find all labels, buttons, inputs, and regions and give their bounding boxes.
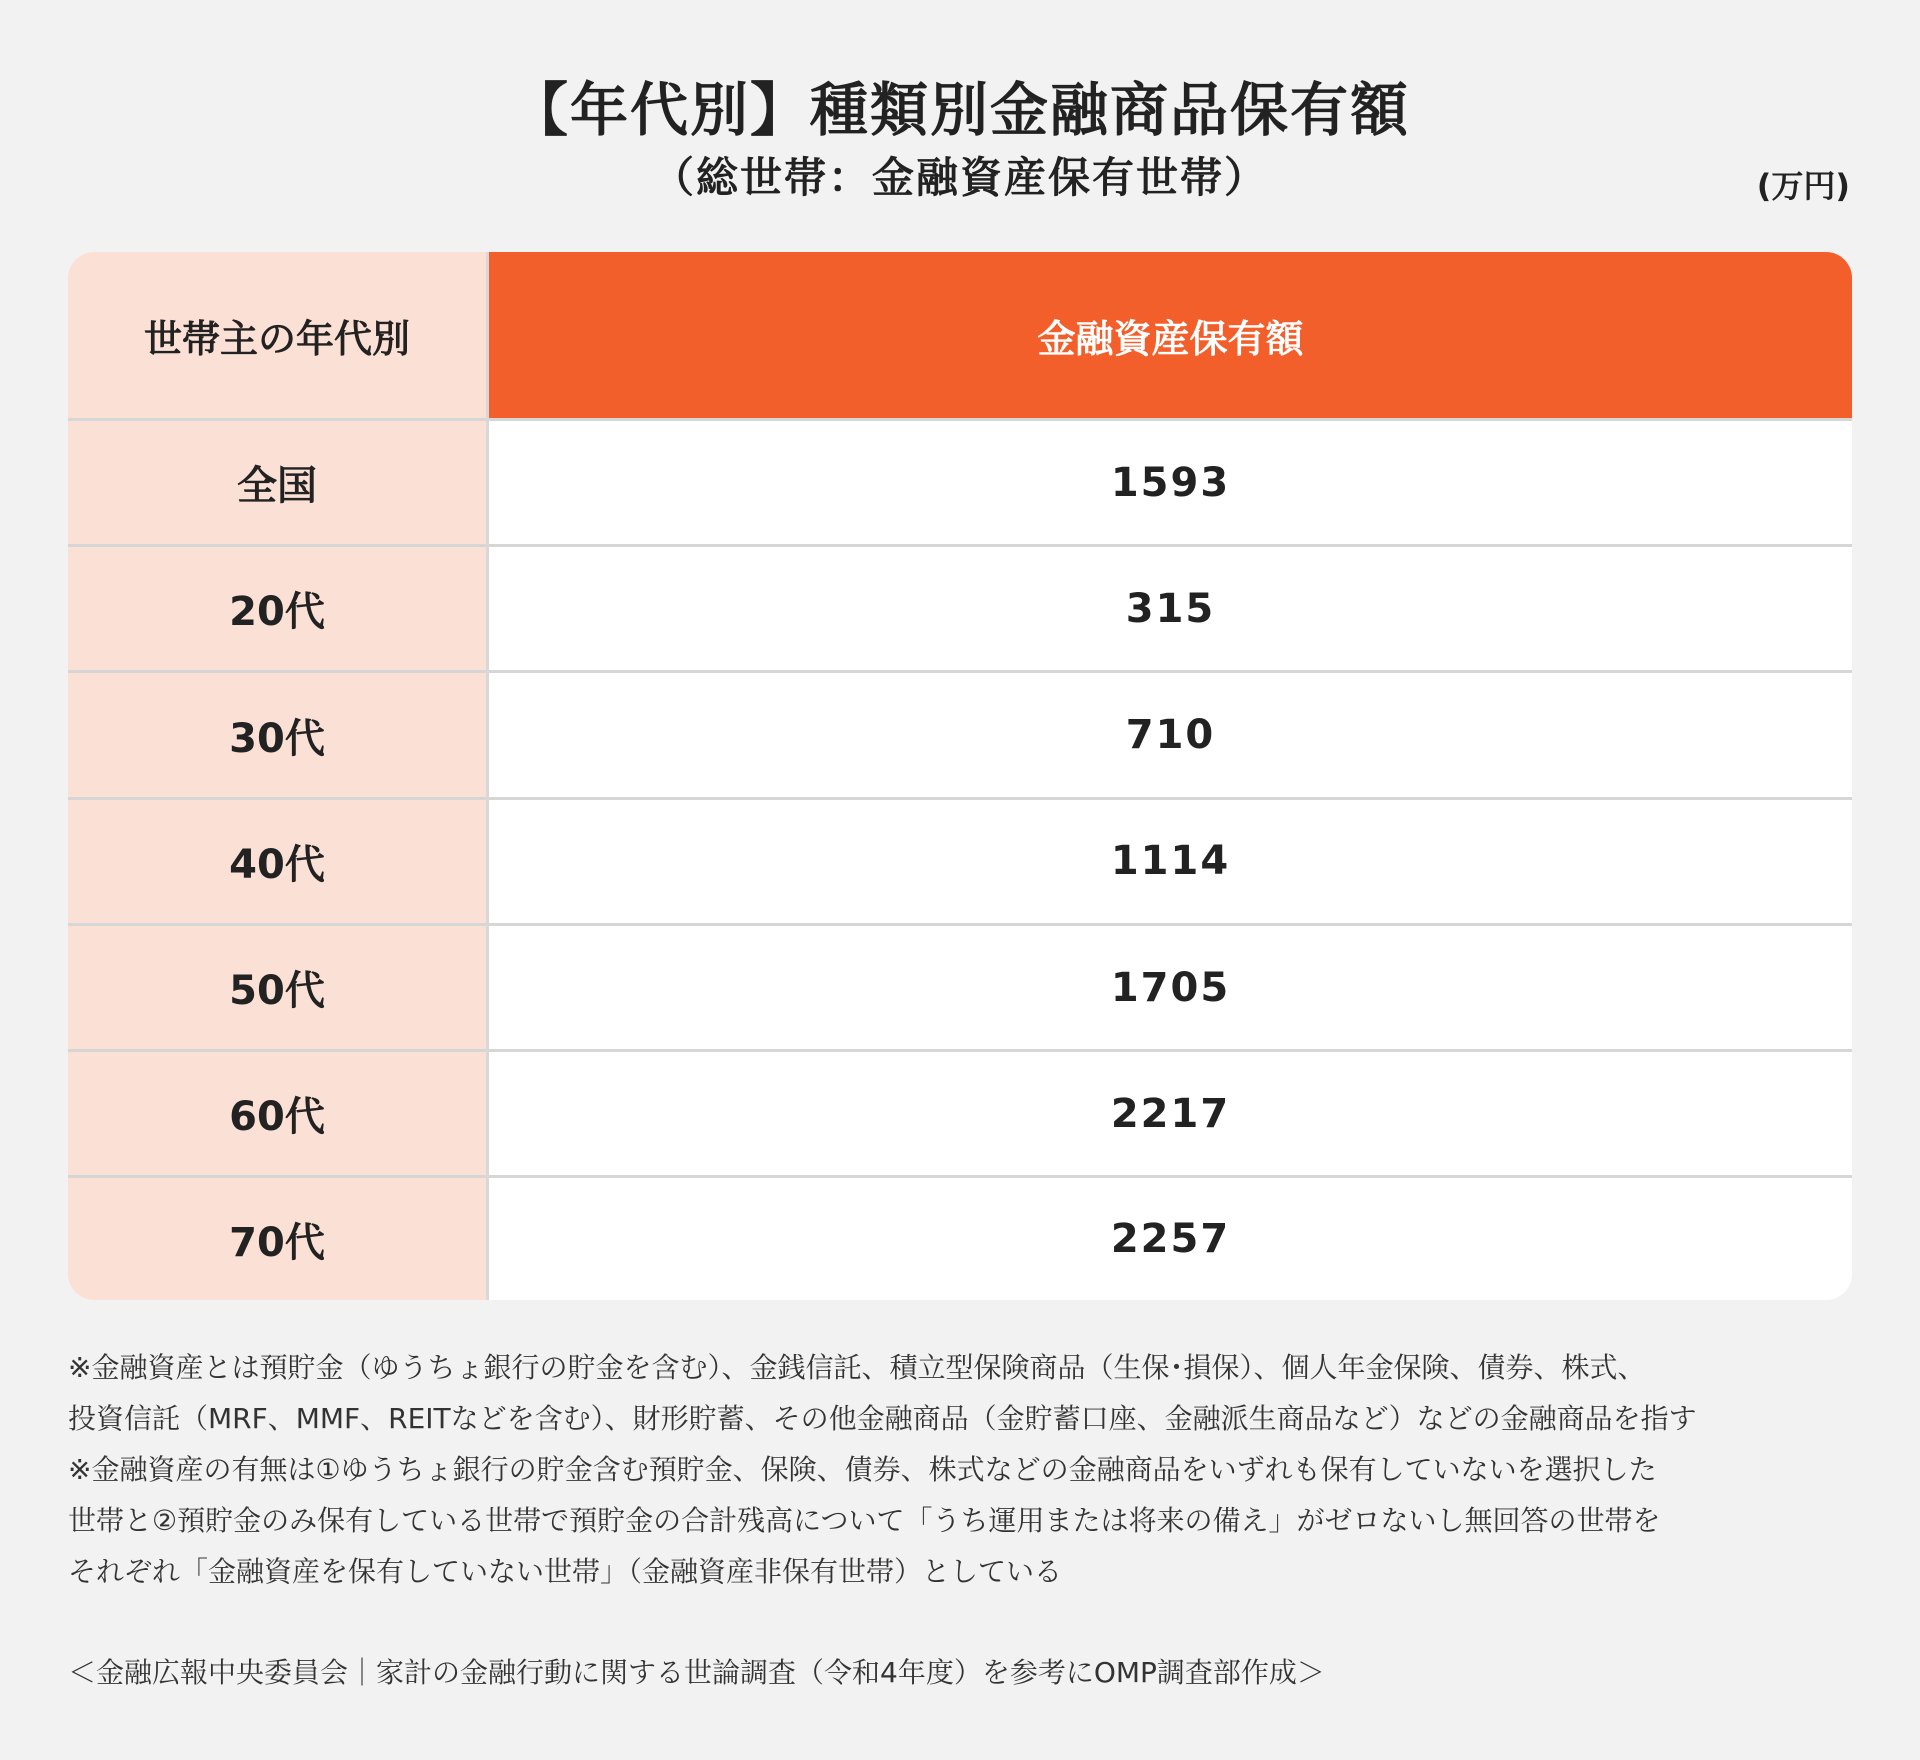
footnote-line: ※金融資産の有無は①ゆうちょ銀行の貯金含む預貯金、保険、債券、株式などの金融商品をいずれも保有していないを選択した bbox=[68, 1453, 1657, 1486]
row-age-group: 全国 bbox=[68, 420, 488, 546]
row-age-group: 30代 bbox=[68, 672, 488, 798]
table-row bbox=[68, 546, 1852, 672]
row-asset-amount: 710 bbox=[488, 672, 1853, 798]
row-age-group: 20代 bbox=[68, 546, 488, 672]
table-row bbox=[68, 420, 1852, 546]
holdings-table bbox=[68, 252, 1852, 1300]
header-age-group: 世帯主の年代別 bbox=[68, 252, 488, 420]
source-credit: ＜金融広報中央委員会｜家計の金融行動に関する世論調査（令和4年度）を参考にOMP調査部作成＞ bbox=[68, 1656, 1325, 1689]
row-asset-amount: 1114 bbox=[488, 798, 1853, 924]
header-asset-amount: 金融資産保有額 bbox=[488, 252, 1853, 420]
table-header-row bbox=[68, 252, 1852, 420]
table-row bbox=[68, 798, 1852, 924]
unit-label: (万円) bbox=[1756, 167, 1850, 205]
table-row bbox=[68, 1051, 1852, 1177]
row-asset-amount: 2217 bbox=[488, 1051, 1853, 1177]
chart-subtitle: （総世帯：金融資産保有世帯） bbox=[651, 153, 1268, 202]
row-asset-amount: 1593 bbox=[488, 420, 1853, 546]
footnote-line: ※金融資産とは預貯金（ゆうちょ銀行の貯金を含む）、金銭信託、積立型保険商品（生保･損保）、個人年金保険、債券、株式、 bbox=[68, 1351, 1646, 1384]
data-table bbox=[68, 252, 1852, 1300]
row-asset-amount: 315 bbox=[488, 546, 1853, 672]
table-row bbox=[68, 924, 1852, 1050]
footnotes bbox=[68, 1342, 1858, 1597]
row-age-group: 50代 bbox=[68, 924, 488, 1050]
table-body bbox=[68, 420, 1852, 1301]
row-asset-amount: 1705 bbox=[488, 924, 1853, 1050]
footnote-line: それぞれ「金融資産を保有していない世帯」（金融資産非保有世帯）としている bbox=[68, 1555, 1063, 1588]
row-age-group: 70代 bbox=[68, 1177, 488, 1300]
row-asset-amount: 2257 bbox=[488, 1177, 1853, 1300]
table-row bbox=[68, 1177, 1852, 1300]
footnote-line: 世帯と②預貯金のみ保有している世帯で預貯金の合計残高について「うち運用または将来の備え」がゼロないし無回答の世帯を bbox=[68, 1504, 1661, 1537]
chart-title: 【年代別】種類別金融商品保有額 bbox=[509, 76, 1410, 144]
row-age-group: 60代 bbox=[68, 1051, 488, 1177]
row-age-group: 40代 bbox=[68, 798, 488, 924]
footnote-line: 投資信託（MRF、MMF、REITなどを含む）、財形貯蓄、その他金融商品（金貯蓄口座、金融派生商品など）などの金融商品を指す bbox=[68, 1402, 1697, 1435]
table-row bbox=[68, 672, 1852, 798]
